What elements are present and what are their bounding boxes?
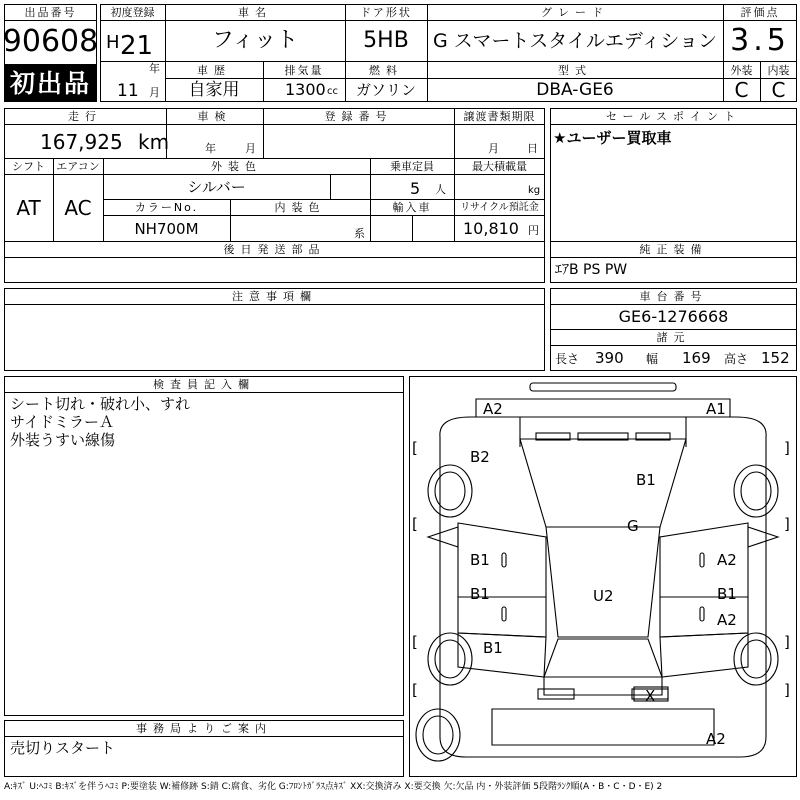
inspector-line-3: 外装うすい線傷 xyxy=(10,431,116,449)
score-label: 評価点 xyxy=(740,6,780,19)
chassis-label: 車台番号 xyxy=(639,290,708,303)
displacement-label: 排気量 xyxy=(284,64,324,77)
ac: AC xyxy=(64,196,92,220)
bracket-left-4: [ xyxy=(412,681,418,699)
transfer-month-unit: 月 xyxy=(488,142,499,155)
history: 自家用 xyxy=(188,79,240,100)
color-no-label: カラーNo. xyxy=(134,201,199,214)
shift-label: シフト xyxy=(12,160,45,173)
mark-fender-left: B2 xyxy=(470,448,490,466)
selling-points-text: ★ユーザー買取車 xyxy=(553,129,672,147)
mark-hood: B1 xyxy=(636,471,656,489)
bracket-right-4: ] xyxy=(784,681,790,699)
transfer-day-unit: 日 xyxy=(527,142,538,155)
car-name: フィット xyxy=(211,28,299,53)
inspector-label: 検査員記入欄 xyxy=(153,378,255,391)
exterior-grade: C xyxy=(734,78,749,102)
first-reg-label: 初度登録 xyxy=(110,6,155,19)
mark-rear-fender-left: B1 xyxy=(483,639,503,657)
reg-no-label: 登録番号 xyxy=(324,110,393,123)
max-load-label: 最大積載量 xyxy=(472,160,527,173)
interior-grade-label: 内装 xyxy=(767,64,790,77)
exterior-color: シルバー xyxy=(187,177,246,196)
grade: G スマートスタイルエディション xyxy=(433,29,717,52)
inspector-line-1: シート切れ・破れ小、すれ xyxy=(10,395,191,413)
inspector-line-2: サイドミラーＡ xyxy=(10,413,114,431)
transfer-doc-label: 譲渡書類期限 xyxy=(463,110,536,123)
bracket-right-3: ] xyxy=(784,633,790,651)
exterior-color-label: 外装色 xyxy=(211,160,262,173)
dims-label: 諸元 xyxy=(656,331,691,344)
interior-color-unit: 系 xyxy=(354,227,365,240)
history-label: 車歴 xyxy=(197,64,231,77)
mileage-unit: km xyxy=(138,130,170,154)
displacement-unit: cc xyxy=(327,86,338,97)
bracket-left-3: [ xyxy=(412,633,418,651)
length-value: 390 xyxy=(595,349,624,367)
shift: AT xyxy=(16,196,41,220)
color-no: NH700M xyxy=(134,219,199,238)
era-prefix: H xyxy=(106,32,120,53)
mark-front-left: A2 xyxy=(483,400,503,418)
recycle-label: リサイクル預託金 xyxy=(460,201,539,213)
first-reg-month: 11 xyxy=(117,81,139,101)
mark-roof: U2 xyxy=(593,587,614,605)
damage-diagram xyxy=(409,376,797,777)
displacement: 1300 xyxy=(285,80,326,99)
car-outline-svg xyxy=(410,377,796,776)
first-listing-badge: 初出品 xyxy=(4,64,97,102)
mark-rear-door-right: A2 xyxy=(717,611,737,629)
inspection-month-unit: 月 xyxy=(245,142,256,155)
mark-front-door-right: A2 xyxy=(717,551,737,569)
chassis-number: GE6-1276668 xyxy=(618,307,729,326)
recycle-fee: 10,810 xyxy=(463,219,519,238)
bracket-left-2: [ xyxy=(412,515,418,533)
mark-windshield: G xyxy=(627,517,639,535)
bracket-left-1: [ xyxy=(412,439,418,457)
capacity: 5 xyxy=(410,179,421,198)
grade-label: グレード xyxy=(541,6,609,19)
legend: A:ｷｽﾞ U:ﾍｺﾐ B:ｷｽﾞを伴うﾍｺﾐ P:要塗装 W:補修跡 S:錆 C:腐食、劣化 G:ﾌﾛﾝﾄｶﾞﾗｽ点ｷｽﾞ XX:交換済み X:要交換 欠:欠品 内・外装評価 5段階ﾗﾝｸ順(A・B・C・D・E) 2 xyxy=(4,782,663,792)
mileage: 167,925 xyxy=(40,130,123,154)
mark-front-right: A1 xyxy=(706,400,726,418)
height-value: 152 xyxy=(761,349,790,367)
lot-number: 90608 xyxy=(2,24,99,59)
model-label: 型式 xyxy=(558,64,592,77)
capacity-label: 乗車定員 xyxy=(390,160,434,173)
exterior-grade-label: 外装 xyxy=(730,64,753,77)
later-parts-label: 後日発送部品 xyxy=(223,243,326,256)
import-label: 輸入車 xyxy=(392,201,432,214)
bracket-right-2: ] xyxy=(784,515,790,533)
mark-rear-lamp: X xyxy=(645,687,656,705)
mark-rear-door-right-upper: B1 xyxy=(717,585,737,603)
notes-label: 注意事項欄 xyxy=(232,290,317,303)
length-label: 長さ xyxy=(555,352,580,366)
ac-label: エアコン xyxy=(56,160,100,173)
office-text: 売切りスタート xyxy=(10,739,116,757)
office-label: 事務局よりご案内 xyxy=(136,722,272,735)
model-code: DBA-GE6 xyxy=(536,79,614,100)
bracket-right-1: ] xyxy=(784,439,790,457)
mark-rear-door-left: B1 xyxy=(470,585,490,603)
car-name-label: 車名 xyxy=(238,6,272,19)
width-value: 169 xyxy=(682,349,711,367)
interior-color-label: 内装色 xyxy=(274,201,326,214)
mileage-label: 走行 xyxy=(68,110,102,123)
month-unit: 月 xyxy=(149,86,160,99)
interior-grade: C xyxy=(771,78,786,102)
fuel: ガソリン xyxy=(355,80,416,99)
fuel-label: 燃料 xyxy=(369,64,403,77)
inspection-label: 車検 xyxy=(197,110,232,123)
inspection-year-unit: 年 xyxy=(205,142,216,155)
door-type: 5HB xyxy=(363,28,409,53)
first-reg-year: 21 xyxy=(120,31,154,61)
door-label: ドア形状 xyxy=(360,6,412,19)
mark-front-door-left: B1 xyxy=(470,551,490,569)
selling-points-label: セールスポイント xyxy=(605,110,741,123)
max-load-unit: kg xyxy=(528,185,541,196)
year-unit: 年 xyxy=(149,62,160,75)
equipment-label: 純正装備 xyxy=(639,243,708,256)
lot-label: 出品番号 xyxy=(24,6,77,19)
height-label: 高さ xyxy=(724,352,749,366)
score: 3.5 xyxy=(730,23,790,58)
capacity-unit: 人 xyxy=(435,183,446,196)
mark-rear-bumper: A2 xyxy=(706,730,726,748)
width-label: 幅 xyxy=(646,352,659,366)
equipment-text: ｴｱB PS PW xyxy=(555,262,628,278)
recycle-unit: 円 xyxy=(528,224,539,237)
